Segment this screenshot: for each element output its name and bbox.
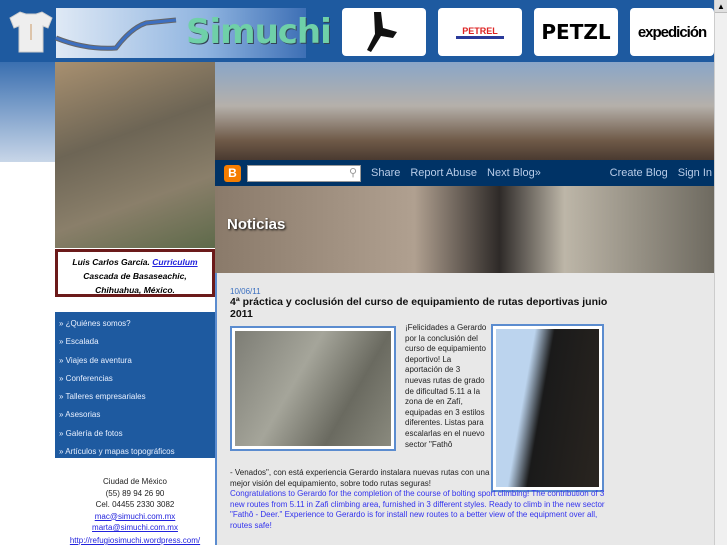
menu-item-asesorias[interactable]: » Asesorias [59,410,101,420]
profile-caption: Luis Carlos García. Curriculum Cascada de Basaseachic, Chihuahua, México. [55,249,215,297]
sign-in-link[interactable]: Sign In [677,167,712,179]
post-photo-climbing[interactable] [230,326,396,451]
share-link[interactable]: Share [371,167,401,179]
contact-info: Ciudad de México (55) 89 94 26 90 Cel. 04455 2330 3082 mac@simuchi.com.mx marta@simuchi.com.mx [55,476,215,534]
email-link-mac[interactable]: mac@simuchi.com.mx [94,511,176,521]
post-body-spanish-cont: - Venados", con está experiencia Gerardo instalara nuevas rutas con una mejor visión del equipamiento, sobre todo rutas seguras! [230,468,490,488]
menu-item-conferencias[interactable]: » Conferencias [59,373,113,383]
sponsor-climber-logo[interactable] [342,8,426,56]
scrollbar[interactable] [714,0,727,545]
menu-item-viajes[interactable]: » Viajes de aventura [59,355,132,365]
post-title[interactable]: 4ª práctica y coclusión del curso de equipamiento de rutas deportivas junio 2011 [230,296,608,320]
post-date: 10/06/11 [230,287,261,296]
simuchi-logo[interactable]: Simuchi [56,8,306,58]
report-abuse-link[interactable]: Report Abuse [410,167,478,179]
menu-item-talleres[interactable]: » Talleres empresariales [59,392,146,402]
sponsor-petrel-logo[interactable]: PETREL [438,8,522,56]
sponsor-expedicion-logo[interactable]: expedición [630,8,714,56]
post-photo-silhouette[interactable] [491,324,604,492]
menu-item-quienes-somos[interactable]: » ¿Quiénes somos? [59,319,131,328]
mountain-hero-image [215,62,714,160]
side-menu [55,312,215,458]
post-body-spanish: ¡Felicidades a Gerardo por la conclusión del curso de equipamiento deportivo! La aportación de 3 nuevas rutas de grado de dificultad 5.11 a la zona de en Zafí, equipadas en 3 estilos diferentes. Listas para escalarlas en el nuevo sector "Fathô [405,323,487,449]
left-background [0,62,55,162]
create-blog-link[interactable]: Create Blog [609,167,668,179]
blogger-navbar [215,160,714,186]
email-link-marta[interactable]: marta@simuchi.com.mx [92,523,178,532]
blogger-icon[interactable]: B [224,165,241,182]
menu-item-articulos[interactable]: » Artículos y mapas topográficos [59,447,175,457]
next-blog-link[interactable]: Next Blog» [487,167,541,179]
tshirt-icon[interactable] [8,10,54,54]
post-area [215,273,714,545]
scroll-up-icon[interactable]: ▲ [715,0,727,13]
blog-url-link[interactable]: http://refugiosimuchi.wordpress.com/ [69,536,201,545]
menu-item-escalada[interactable]: » Escalada [59,337,99,347]
search-icon[interactable]: ⚲ [348,166,357,179]
noticias-banner: Noticias [215,186,714,273]
curriculum-link[interactable]: Curriculum [152,257,198,267]
sponsor-petzl-logo[interactable]: PETZL [534,8,618,56]
post-body-english: Congratulations to Gerardo for the completion of the course of bolting sport climbing! The contribution of 3 new routes from 5.11 in Zafi climbing area, furnished in 3 different styles. Ready to climb in the new sector "Fathô - Deer." Experience to Gerardo is for install new routes to a better view of the equipment over all, routes safe! [230,489,605,530]
search-input[interactable] [247,165,361,182]
climber-icon [359,10,409,54]
menu-item-galeria[interactable]: » Galería de fotos [59,428,123,438]
climber-photo [55,62,215,248]
